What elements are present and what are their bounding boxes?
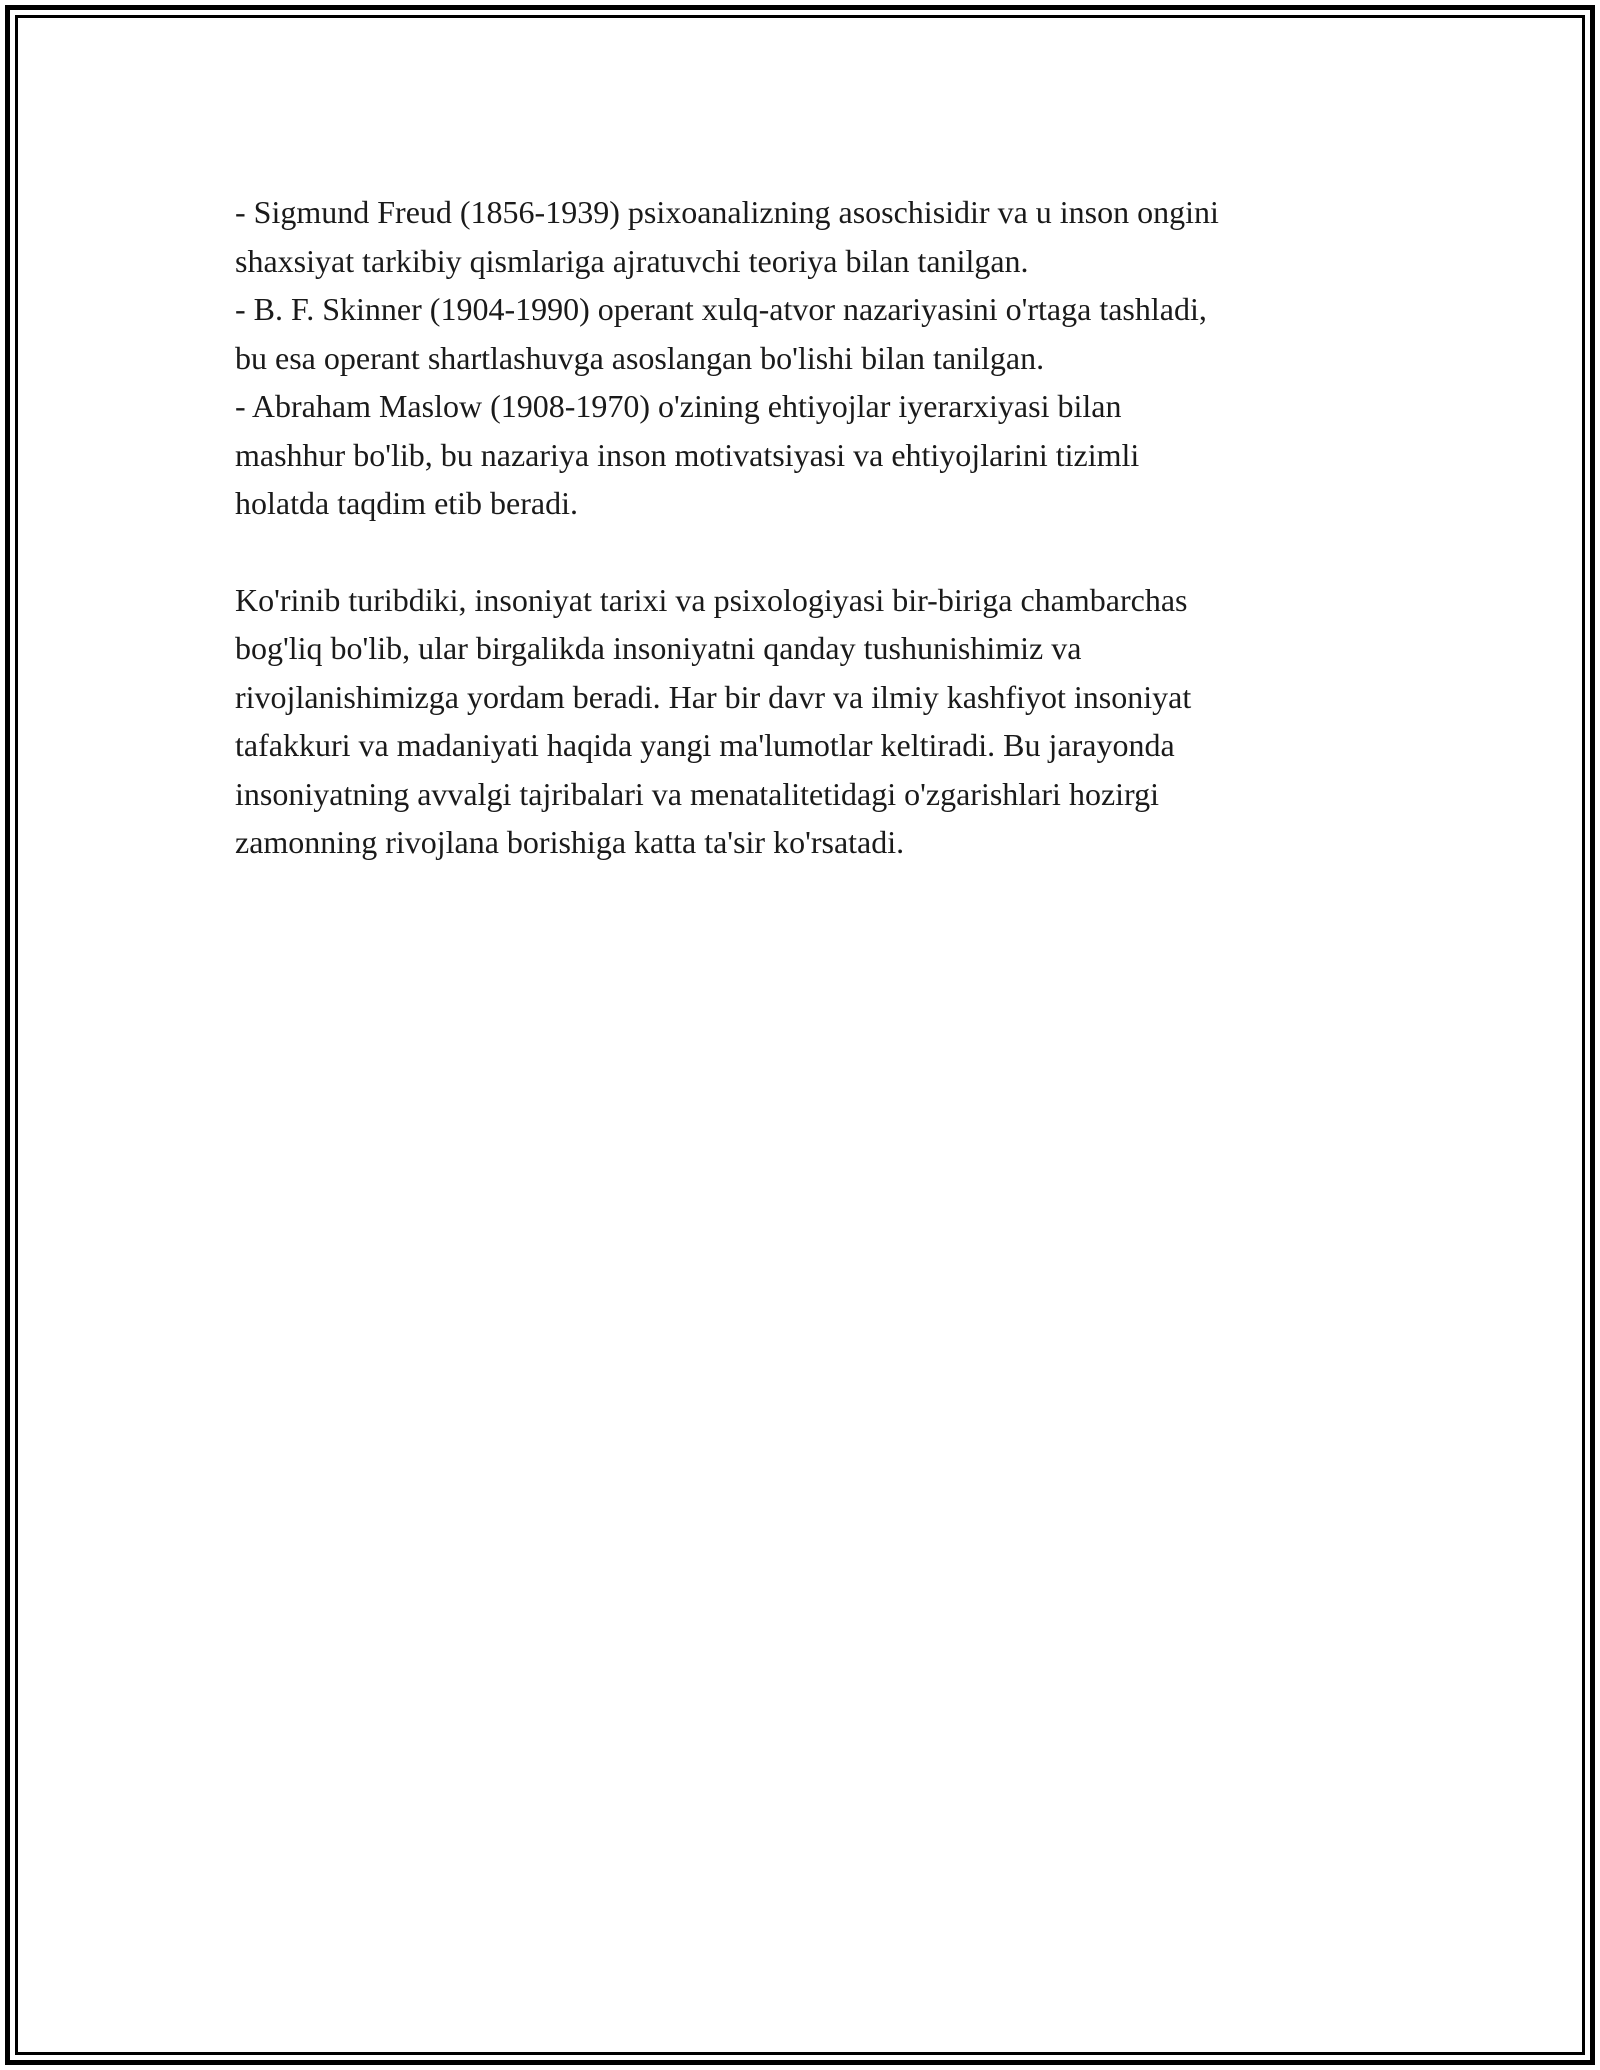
paragraph-spacer xyxy=(235,528,1395,576)
text-line: tafakkuri va madaniyati haqida yangi ma'lumotlar keltiradi. Bu jarayonda xyxy=(235,727,1175,763)
text-line: Ko'rinib turibdiki, insoniyat tarixi va psixologiyasi bir-biriga chambarchas xyxy=(235,581,1188,618)
text-line: insoniyatning avvalgi tajribalari va menatalitetidagi o'zgarishlari hozirgi xyxy=(235,775,1159,812)
text-line: - Abraham Maslow (1908-1970) o'zining ehtiyojlar iyerarxiyasi bilan xyxy=(235,388,1122,424)
text-line: holatda taqdim etib beradi. xyxy=(235,485,578,521)
psychologists-list xyxy=(235,188,1395,528)
text-line: bog'liq bo'lib, ular birgalikda insoniyatni qanday tushunishimiz va xyxy=(235,630,1082,666)
conclusion-paragraph xyxy=(235,576,1395,867)
text-line: rivojlanishimizga yordam beradi. Har bir davr va ilmiy kashfiyot insoniyat xyxy=(235,678,1192,715)
list-item xyxy=(235,285,1395,382)
document-body xyxy=(235,188,1395,867)
text-line: zamonning rivojlana borishiga katta ta'sir ko'rsatadi. xyxy=(235,824,905,860)
text-line: shaxsiyat tarkibiy qismlariga ajratuvchi teoriya bilan tanilgan. xyxy=(235,242,1029,279)
list-item xyxy=(235,382,1395,528)
text-line: bu esa operant shartlashuvga asoslangan bo'lishi bilan tanilgan. xyxy=(235,339,1045,376)
list-item xyxy=(235,188,1395,285)
text-line: mashhur bo'lib, bu nazariya inson motivatsiyasi va ehtiyojlarini tizimli xyxy=(235,436,1140,473)
text-line: - B. F. Skinner (1904-1990) operant xulq-atvor nazariyasini o'rtaga tashladi, xyxy=(235,291,1207,327)
text-line: - Sigmund Freud (1856-1939) psixoanalizning asoschisidir va u inson ongini xyxy=(235,194,1219,230)
